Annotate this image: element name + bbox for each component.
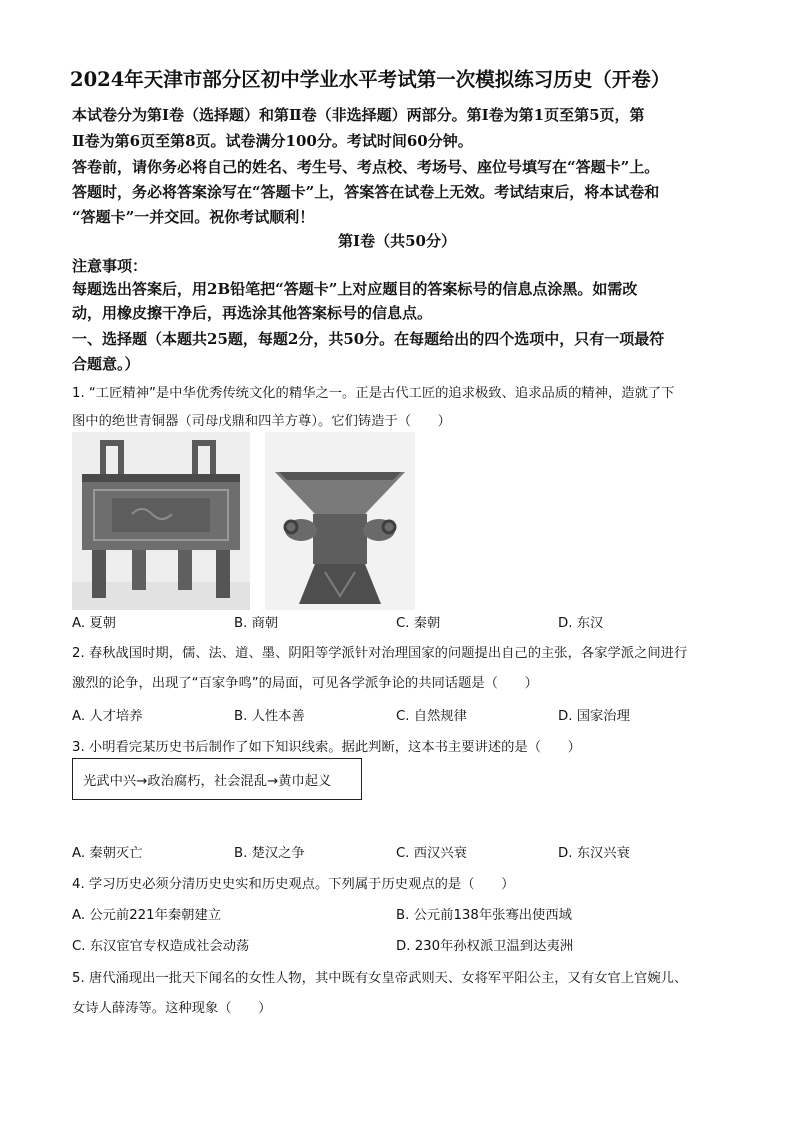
q1-option-c[interactable]: C. 秦朝 [396,616,441,631]
notes-line-1: 每题选出答案后，用2B铅笔把“答题卡”上对应题目的答案标号的信息点涂黑。如需改 [72,280,638,298]
q2-stem-line-1: 2. 春秋战国时期，儒、法、道、墨、阴阳等学派针对治理国家的问题提出自己的主张，各家学派之间进行 [72,646,688,661]
q5-stem-line-2: 女诗人薛涛等。这种现象（ ） [72,1001,272,1016]
q3-option-b[interactable]: B. 楚汉之争 [234,846,305,861]
q4-option-a[interactable]: A. 公元前221年秦朝建立 [72,908,222,923]
notes-title: 注意事项： [72,257,148,275]
q3-option-a[interactable]: A. 秦朝灭亡 [72,846,143,861]
part-one-line-1: 一、选择题（本题共25题，每题2分，共50分。在每题给出的四个选项中，只有一项最符 [72,330,665,348]
q2-stem-line-2: 激烈的论争，出现了“百家争鸣”的局面，可见各学派争论的共同话题是（ ） [72,676,538,691]
simuwu-ding-image [72,432,250,610]
q4-stem-line-1: 4. 学习历史必须分清历史史实和历史观点。下列属于历史观点的是（ ） [72,877,515,892]
q1-stem-line-2: 图中的绝世青铜器（司母戊鼎和四羊方尊）。它们铸造于（ ） [72,414,451,429]
q2-option-c[interactable]: C. 自然规律 [396,709,467,724]
q3-stem-line-1: 3. 小明看完某历史书后制作了如下知识线索。据此判断，这本书主要讲述的是（ ） [72,740,581,755]
notes-line-2: 动，用橡皮擦干净后，再选涂其他答案标号的信息点。 [72,304,433,322]
intro-line-3: 答卷前，请你务必将自己的姓名、考生号、考点校、考场号、座位号填写在“答题卡”上。 [72,158,660,176]
q3-knowledge-box [72,758,362,800]
q2-option-a[interactable]: A. 人才培养 [72,709,143,724]
intro-line-4: 答题时，务必将答案涂写在“答题卡”上，答案答在试卷上无效。考试结束后，将本试卷和 [72,183,660,201]
q1-option-a[interactable]: A. 夏朝 [72,616,116,631]
exam-title: 2024年天津市部分区初中学业水平考试第一次模拟练习历史（开卷） [70,68,671,91]
q4-option-c[interactable]: C. 东汉宦官专权造成社会动荡 [72,939,250,954]
four-ram-zun-image [265,432,415,610]
q1-option-d[interactable]: D. 东汉 [558,616,604,631]
q4-option-d[interactable]: D. 230年孙权派卫温到达夷洲 [396,939,574,954]
intro-line-5: “答题卡”一并交回。祝你考试顺利！ [72,208,315,226]
part-one-line-2: 合题意。） [72,355,140,373]
q4-option-b[interactable]: B. 公元前138年张骞出使西域 [396,908,572,923]
intro-line-1: 本试卷分为第Ⅰ卷（选择题）和第Ⅱ卷（非选择题）两部分。第Ⅰ卷为第1页至第5页，第 [72,106,645,124]
intro-line-2: Ⅱ卷为第6页至第8页。试卷满分100分。考试时间60分钟。 [72,132,473,150]
q1-stem-line-1: 1. “工匠精神”是中华优秀传统文化的精华之一。正是古代工匠的追求极致、追求品质的精神，造就了下 [72,386,675,401]
q2-option-d[interactable]: D. 国家治理 [558,709,630,724]
q2-option-b[interactable]: B. 人性本善 [234,709,305,724]
q3-option-d[interactable]: D. 东汉兴衰 [558,846,630,861]
q5-stem-line-1: 5. 唐代涌现出一批天下闻名的女性人物，其中既有女皇帝武则天、女将军平阳公主，又有女官上官婉儿、 [72,971,688,986]
q3-option-c[interactable]: C. 西汉兴衰 [396,846,467,861]
q3-knowledge-text: 光武中兴→政治腐朽，社会混乱→黄巾起义 [83,774,332,789]
q1-option-b[interactable]: B. 商朝 [234,616,279,631]
section-title: 第Ⅰ卷（共50分） [338,232,456,250]
